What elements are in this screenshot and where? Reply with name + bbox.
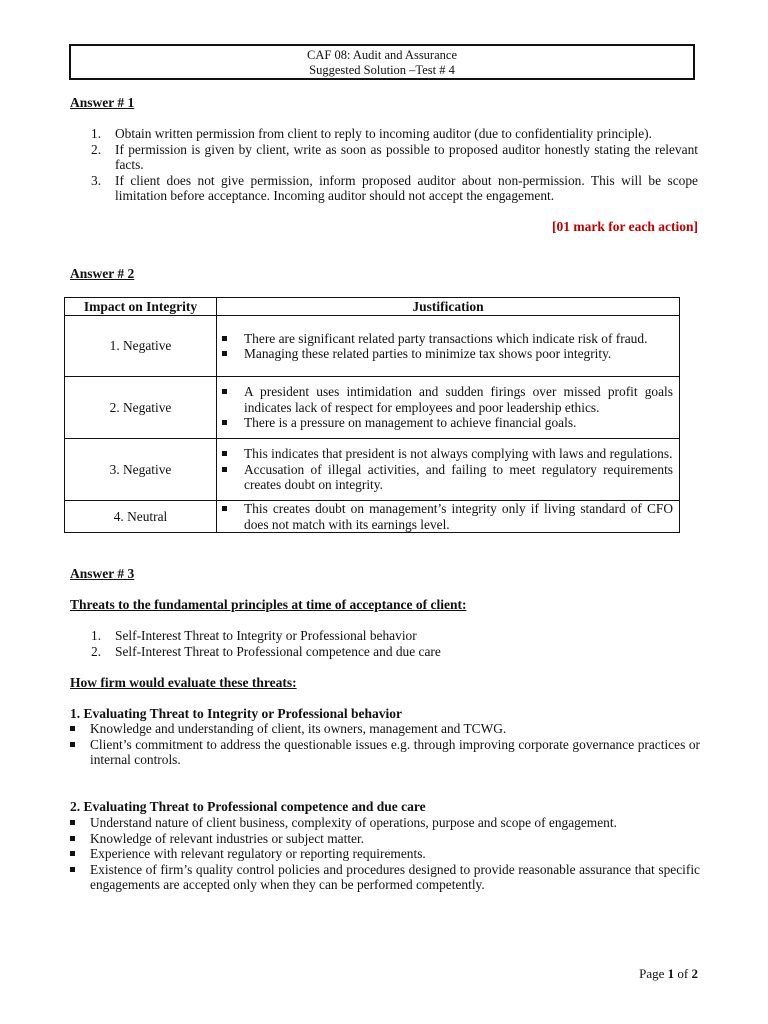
bullet-icon [222,506,227,511]
bullet-icon [222,336,227,341]
list-item [70,644,698,660]
impact-cell: 4. Neutral [65,501,217,533]
bullet-point [244,346,673,362]
bullet-point [90,831,700,847]
header-course-title: CAF 08: Audit and Assurance [307,48,457,62]
integrity-table [64,297,680,533]
page-total: 2 [691,966,698,981]
bullet-icon [70,726,75,731]
bullet-point [90,721,700,737]
bullet-text: Existence of firm’s quality control policies and procedures designed to provide reasonable assurance that specific engagements are accepted only when they can be performed competently. [90,861,700,892]
page-label: Page [639,966,665,981]
impact-cell: 3. Negative [65,439,217,501]
bullet-point [90,815,700,831]
item-text: Self-Interest Threat to Professional competence and due care [115,643,441,659]
bullet-icon [70,851,75,856]
table-header-row [65,298,680,316]
page-of-label: of [677,966,689,981]
answer2-heading: Answer # 2 [70,266,135,281]
item-number: 2. [91,643,102,659]
table-row [65,377,680,439]
column-header-impact: Impact on Integrity [65,298,217,316]
justification-cell [217,439,680,501]
eval1-title: 1. Evaluating Threat to Integrity or Professional behavior [70,706,403,721]
answer1-list [70,126,698,204]
item-text: If permission is given by client, write as soon as possible to proposed auditor honestly stating the relevant facts. [115,141,698,172]
bullet-point [244,331,673,347]
bullet-point [90,737,700,768]
threats-heading: Threats to the fundamental principles at time of acceptance of client: [70,597,467,612]
bullet-icon [222,389,227,394]
bullet-point [244,415,673,431]
bullet-text: Experience with relevant regulatory or reporting requirements. [90,846,426,861]
bullet-point [90,846,700,862]
bullet-text: There are significant related party transactions which indicate risk of fraud. [244,330,648,346]
bullet-text: This creates doubt on management’s integrity only if living standard of CFO does not match with its earnings level. [244,501,673,532]
bullet-text: Client’s commitment to address the questionable issues e.g. through improving corporate governance practices or internal controls. [90,736,700,767]
bullet-icon [222,420,227,425]
bullet-text: Managing these related parties to minimize tax shows poor integrity. [244,346,612,361]
item-number: 3. [91,172,102,188]
justification-cell [217,501,680,533]
eval2-list [90,815,700,893]
bullet-icon [222,351,227,356]
item-number: 1. [91,126,102,141]
bullet-text: This indicates that president is not always complying with laws and regulations. [244,446,673,462]
answer3-heading: Answer # 3 [70,566,135,581]
header-subtitle: Suggested Solution –Test # 4 [309,63,455,77]
threats-list [70,628,698,659]
document-header [69,44,695,80]
answer1-heading: Answer # 1 [70,95,135,110]
item-number: 2. [91,141,102,157]
bullet-icon [222,467,227,472]
evaluate-heading: How firm would evaluate these threats: [70,675,297,690]
table-row [65,316,680,377]
item-text: If client does not give permission, inform proposed auditor about non-permission. This will be scope limitation before acceptance. Incoming auditor should not accept the engagement. [115,172,698,203]
bullet-icon [70,867,75,872]
list-item [70,628,698,644]
bullet-icon [222,451,227,456]
eval1-list [90,721,700,768]
list-item [70,173,698,204]
column-header-justification: Justification [217,298,680,316]
bullet-text: A president uses intimidation and sudden firings over missed profit goals indicates lack of respect for employees and poor leadership ethics. [244,384,673,415]
bullet-text: Knowledge and understanding of client, its owners, management and TCWG. [90,721,507,736]
bullet-text: There is a pressure on management to achieve financial goals. [244,415,577,431]
eval2-title: 2. Evaluating Threat to Professional competence and due care [70,799,426,814]
bullet-point [90,862,700,893]
marks-note: [01 mark for each action] [552,219,698,234]
table-row [65,501,680,533]
justification-cell [217,377,680,439]
table-row [65,439,680,501]
bullet-icon [70,820,75,825]
bullet-point [244,384,673,415]
page-footer [639,966,698,982]
bullet-point [244,462,673,493]
list-item [70,142,698,173]
impact-cell: 2. Negative [65,377,217,439]
item-text: Obtain written permission from client to reply to incoming auditor (due to confidentiality principle). [115,126,652,141]
list-item [70,126,698,142]
page-number: 1 [667,966,675,981]
bullet-icon [70,742,75,747]
bullet-text: Accusation of illegal activities, and failing to meet regulatory requirements creates doubt on integrity. [244,461,673,493]
bullet-point [244,446,673,462]
bullet-text: Understand nature of client business, complexity of operations, purpose and scope of engagement. [90,815,617,830]
justification-cell [217,316,680,377]
item-text: Self-Interest Threat to Integrity or Professional behavior [115,628,417,643]
bullet-point [244,501,673,532]
bullet-icon [70,836,75,841]
bullet-text: Knowledge of relevant industries or subject matter. [90,830,365,846]
impact-cell: 1. Negative [65,316,217,377]
item-number: 1. [91,628,102,643]
